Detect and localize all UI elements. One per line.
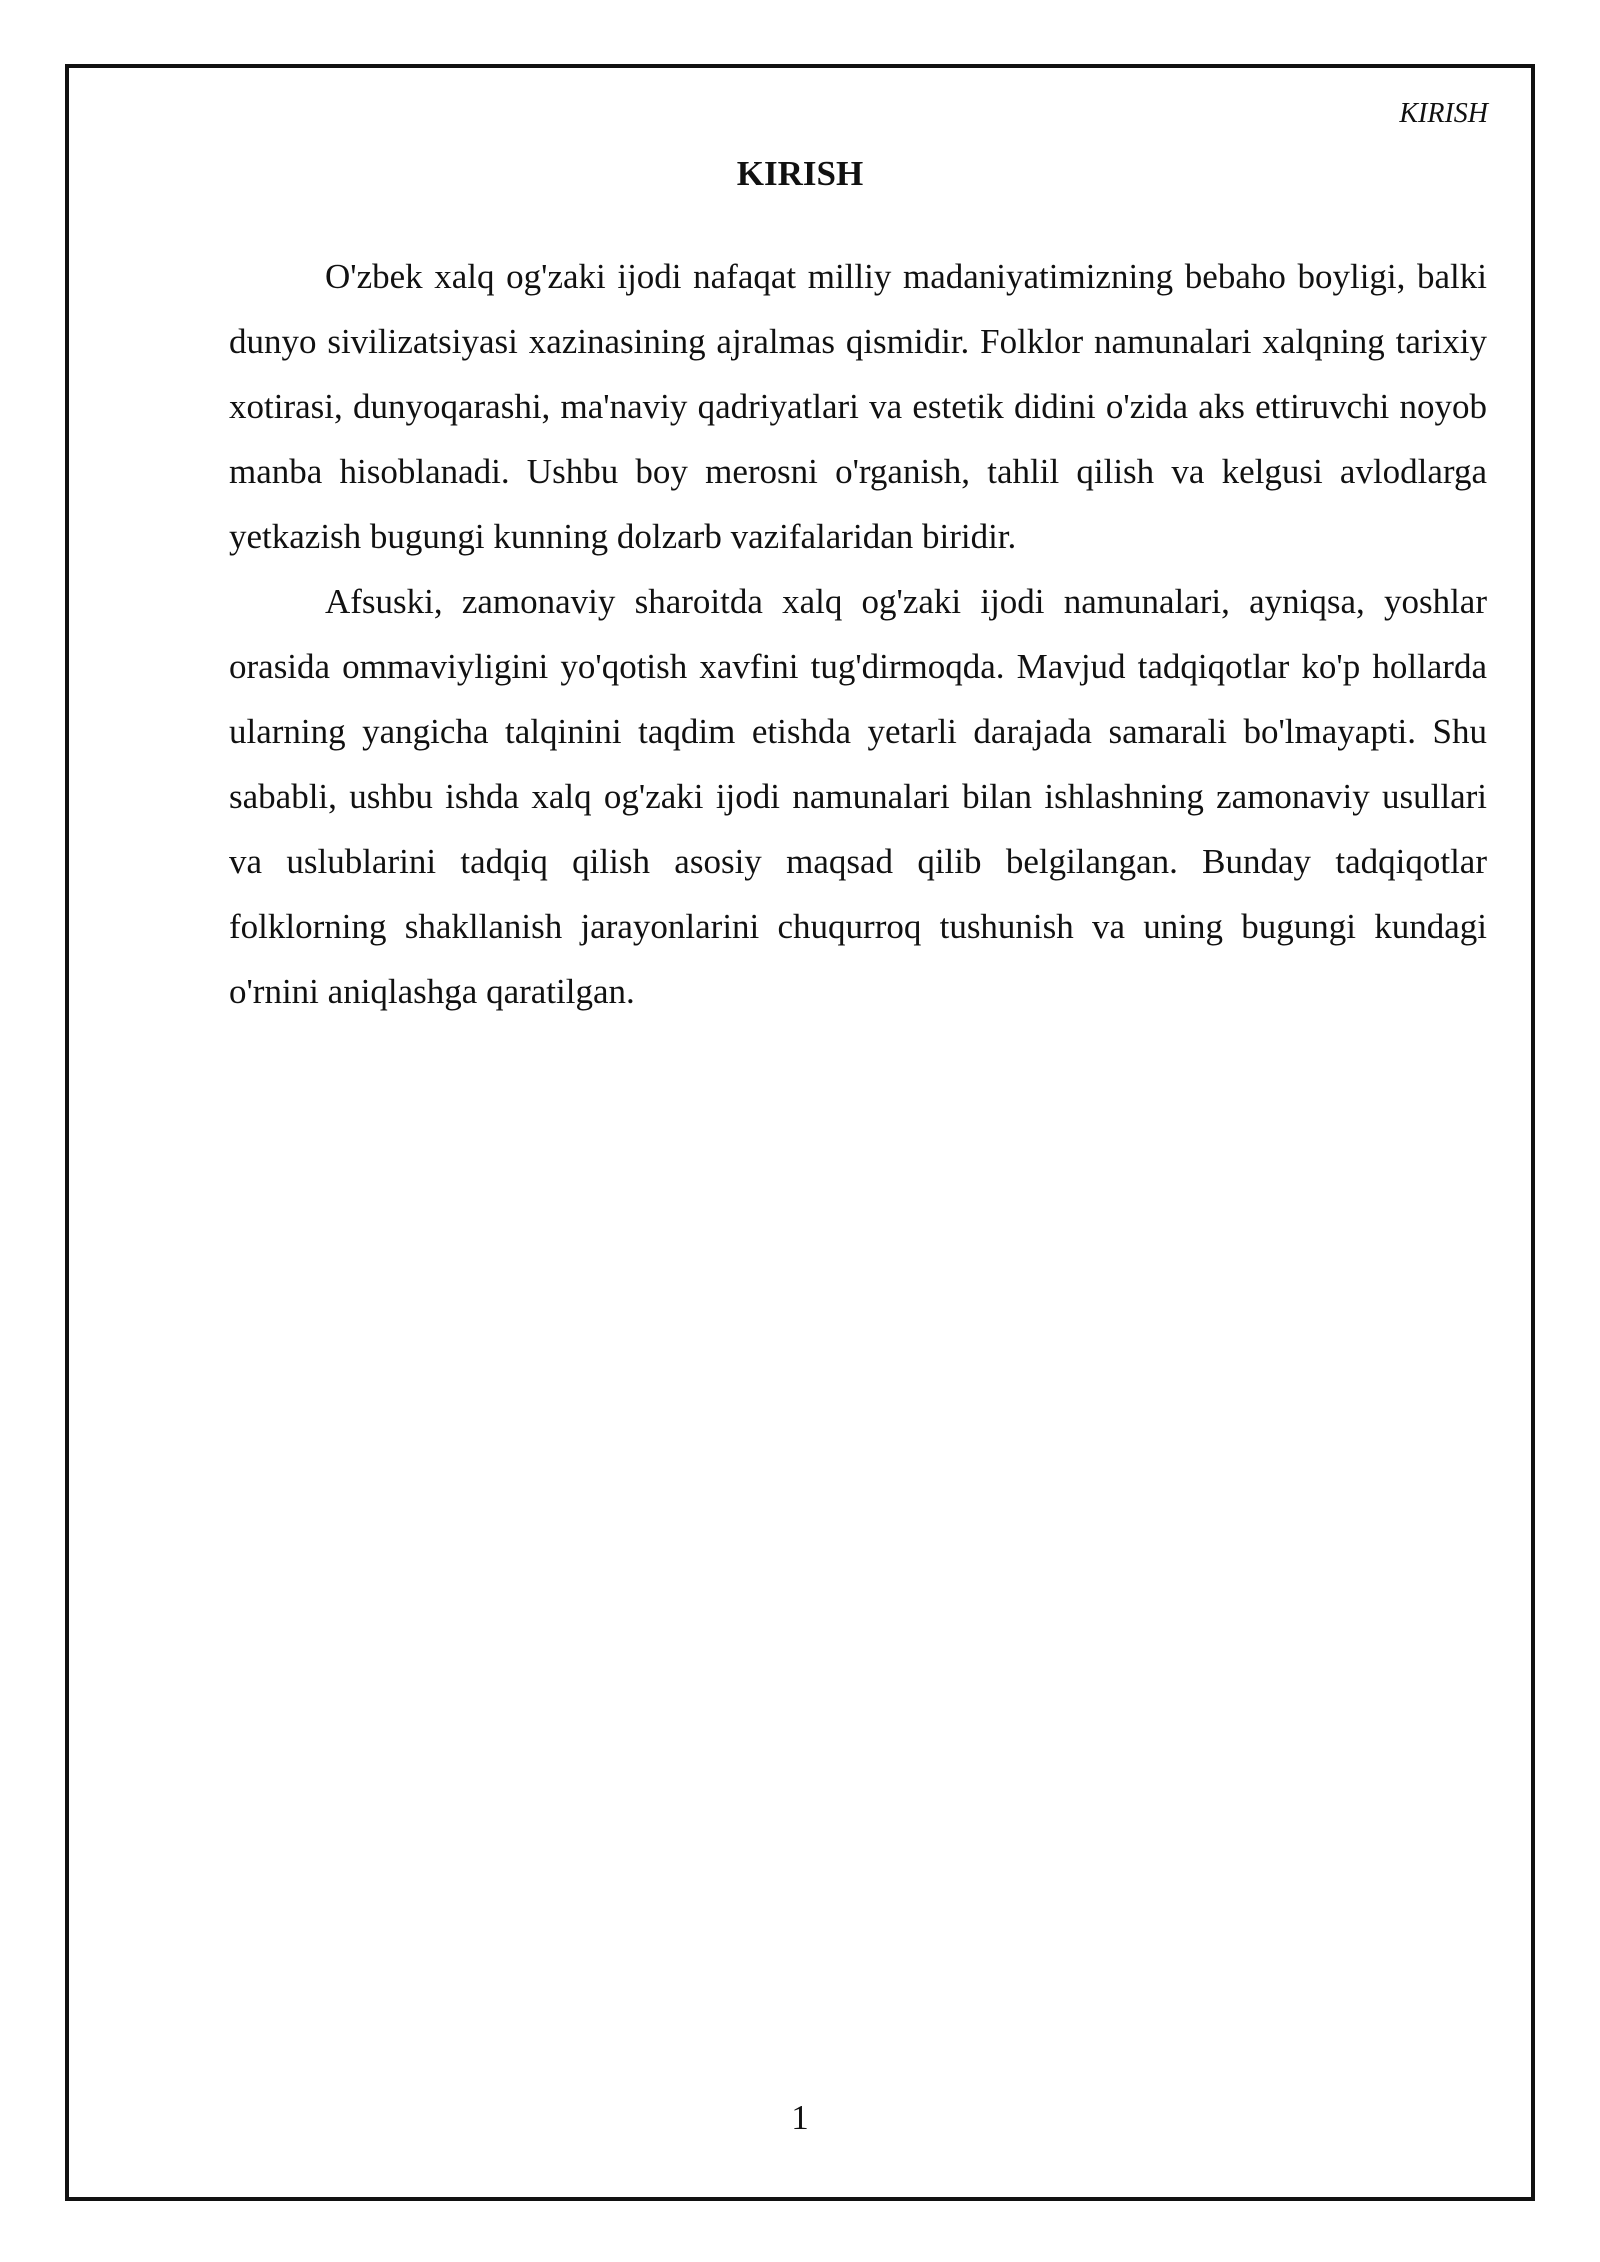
page-title: KIRISH [736, 154, 864, 193]
body-text [229, 244, 1487, 1024]
running-header: KIRISH [1399, 98, 1488, 129]
page-number: 1 [791, 2098, 809, 2137]
paragraph: O'zbek xalq og'zaki ijodi nafaqat milliy madaniyatimizning bebaho boyligi, balki dunyo sivilizatsiyasi xazinasining ajralmas qismidir. Folklor namunalari xalqning tarixiy xotirasi, dunyoqarashi, ma'naviy qadriyatlari va estetik didini o'zida aks ettiruvchi noyob manba hisoblanadi. Ushbu boy merosni o'rganish, tahlil qilish va kelgusi avlodlarga yetkazish bugungi kunning dolzarb vazifalaridan biridir. [229, 257, 1487, 556]
paragraph: Afsuski, zamonaviy sharoitda xalq og'zaki ijodi namunalari, ayniqsa, yoshlar orasida ommaviyligini yo'qotish xavfini tug'dirmoqda. Mavjud tadqiqotlar ko'p hollarda ularning yangicha talqinini taqdim etishda yetarli darajada samarali bo'lmayapti. Shu sababli, ushbu ishda xalq og'zaki ijodi namunalari bilan ishlashning zamonaviy usullari va uslublarini tadqiq qilish asosiy maqsad qilib belgilangan. Bunday tadqiqotlar folklorning shakllanish jarayonlarini chuqurroq tushunish va uning bugungi kundagi o'rnini aniqlashga qaratilgan. [229, 582, 1487, 1011]
